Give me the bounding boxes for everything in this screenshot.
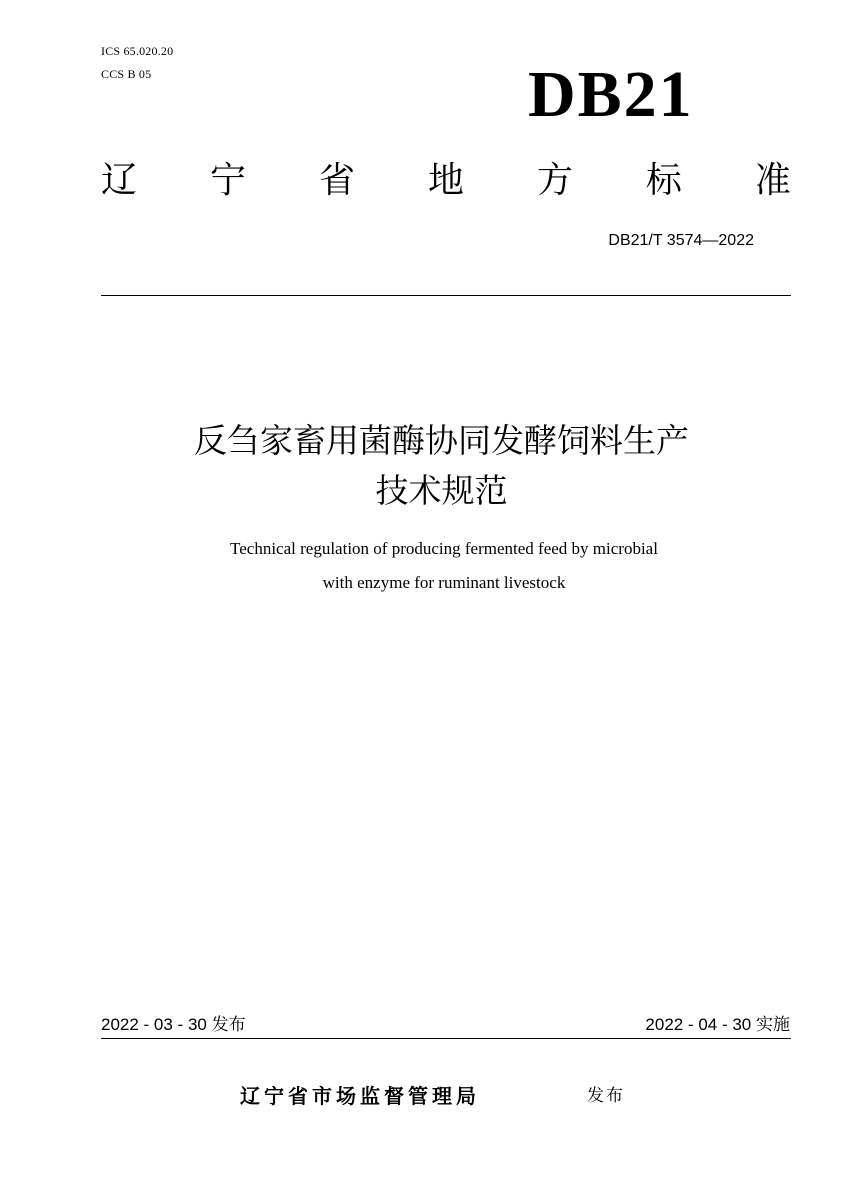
- issuing-authority: 辽宁省市场监督管理局: [240, 1084, 480, 1108]
- standard-type-char: 地: [427, 160, 464, 201]
- standard-number: DB21/T 3574—2022: [608, 232, 754, 249]
- standard-type-char: 省: [318, 160, 355, 201]
- title-english-line-1: Technical regulation of producing fermented feed by microbial: [230, 539, 658, 558]
- header-divider: [101, 295, 791, 296]
- standard-type-char: 辽: [101, 160, 138, 201]
- ccs-code: CCS B 05: [101, 67, 152, 81]
- standard-type-char: 标: [645, 160, 682, 201]
- implement-date-value: 2022 - 04 - 30: [645, 1015, 752, 1034]
- publish-date-label: 发布: [211, 1015, 246, 1035]
- implement-date-label: 实施: [756, 1015, 790, 1035]
- publish-date: [101, 1014, 246, 1036]
- issuing-label: 发布: [587, 1086, 625, 1106]
- standard-type-char: 准: [754, 160, 791, 201]
- ics-code: ICS 65.020.20: [101, 44, 174, 58]
- standard-type-heading: [101, 158, 791, 204]
- standard-type-char: 宁: [209, 160, 246, 201]
- db-code-logo: DB21: [528, 58, 694, 131]
- footer-divider: [101, 1038, 791, 1039]
- title-chinese-line-2: 技术规范: [375, 471, 508, 510]
- standard-type-char: 方: [536, 160, 573, 201]
- title-chinese-line-1: 反刍家畜用菌酶协同发酵饲料生产: [194, 421, 689, 460]
- title-english-line-2: with enzyme for ruminant livestock: [322, 573, 566, 592]
- publish-date-value: 2022 - 03 - 30: [101, 1015, 207, 1034]
- implement-date: [560, 1014, 790, 1036]
